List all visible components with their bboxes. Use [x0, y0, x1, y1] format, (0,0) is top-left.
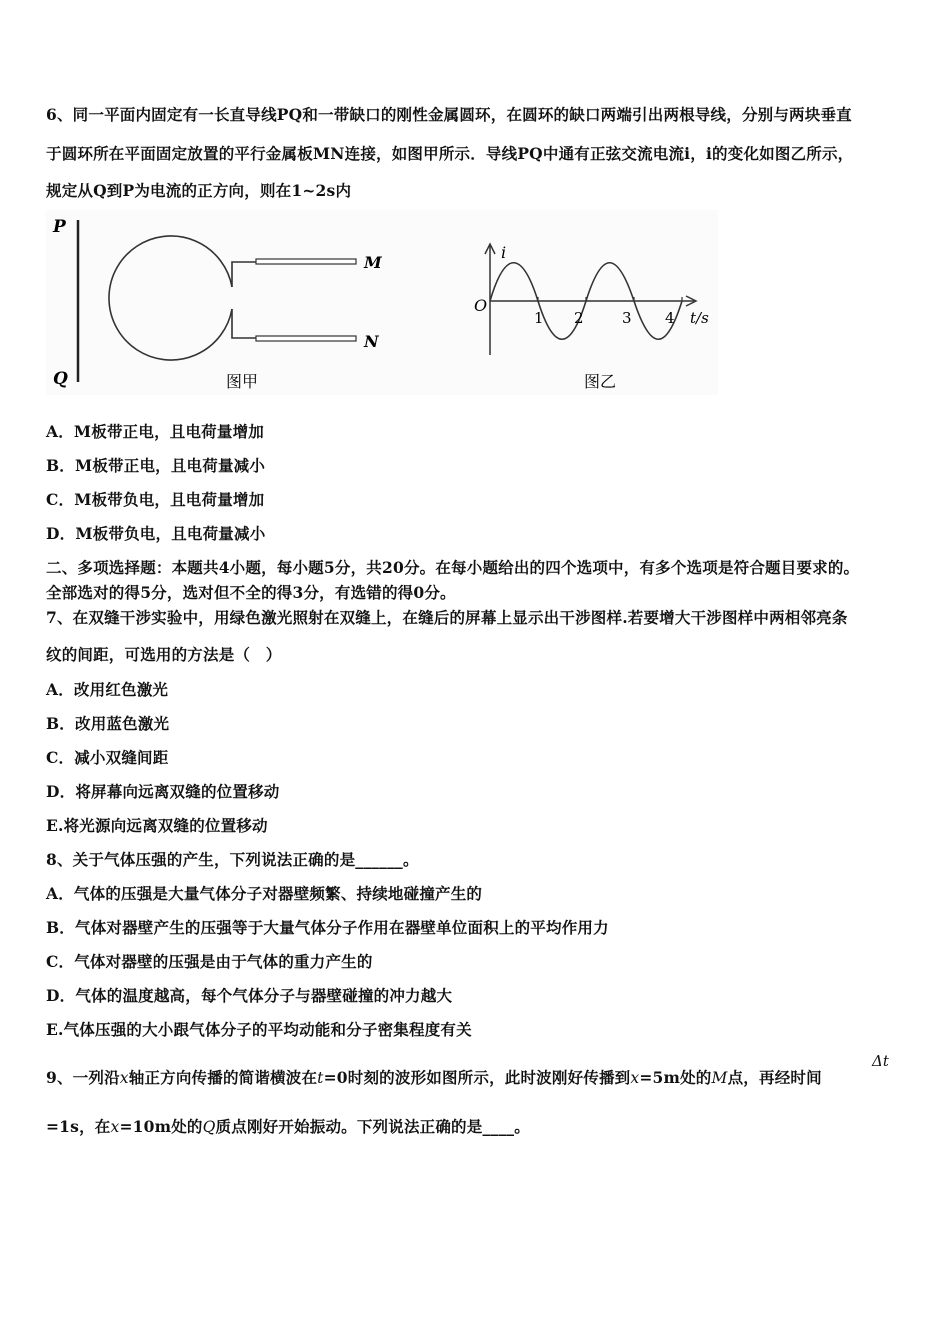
label-n: N	[364, 332, 379, 351]
origin-label: O	[474, 296, 488, 315]
q6-option-b: B．M板带正电，且电荷量减小	[46, 456, 266, 475]
q7-option-a: A．改用红色激光	[46, 680, 169, 699]
q9-var-x: x	[119, 1069, 129, 1087]
q9-var-t: t	[317, 1069, 324, 1087]
q8-option-d: D．气体的温度越高，每个气体分子与器壁碰撞的冲力越大	[46, 986, 453, 1005]
q8-option-a: A．气体的压强是大量气体分子对器壁频繁、持续地碰撞产生的	[46, 884, 483, 903]
tick-label-3: 3	[622, 309, 632, 327]
q9-text-5: 点，再经时间	[727, 1068, 822, 1087]
q6-option-a: A．M板带正电，且电荷量增加	[46, 422, 264, 441]
q6-line-1: 6、同一平面内固定有一长直导线PQ和一带缺口的刚性金属圆环，在圆环的缺口两端引出两根导线，分别与两块垂直	[46, 105, 852, 124]
section-2-scoring: 全部选对的得5分，选对但不全的得3分，有选错的得0分。	[46, 583, 456, 602]
q9-text-7: =10m处的	[119, 1117, 203, 1136]
q9-delta-t: Δt	[872, 1052, 889, 1070]
axis-label-i: i	[501, 243, 507, 262]
tick-label-1: 1	[534, 309, 544, 327]
q9-var-m: M	[711, 1069, 728, 1087]
q9-line-1	[46, 1066, 822, 1088]
q8-option-b: B．气体对器壁产生的压强等于大量气体分子作用在器壁单位面积上的平均作用力	[46, 918, 609, 937]
q9-line-2	[46, 1115, 530, 1137]
q7-option-e: E.将光源向远离双缝的位置移动	[46, 816, 268, 835]
q8-option-c: C．气体对器壁的压强是由于气体的重力产生的	[46, 952, 373, 971]
axis-label-t: t/s	[690, 309, 709, 327]
q9-text-2: 轴正方向传播的简谐横波在	[128, 1068, 318, 1087]
figure-background	[46, 210, 718, 395]
tick-label-2: 2	[574, 309, 584, 327]
label-q: Q	[53, 369, 68, 389]
plate-n	[256, 336, 356, 341]
q6-line-2: 于圆环所在平面固定放置的平行金属板MN连接，如图甲所示．导线PQ中通有正弦交流电流i，i的变化如图乙所示，	[46, 144, 854, 163]
q6-option-c: C．M板带负电，且电荷量增加	[46, 490, 265, 509]
q7-line-1: 7、在双缝干涉实验中，用绿色激光照射在双缝上，在缝后的屏幕上显示出干涉图样.若要增大干涉图样中两相邻亮条	[46, 608, 848, 627]
q9-text-6: =1s，在	[46, 1117, 111, 1136]
q9-text-8: 质点刚好开始振动。下列说法正确的是____。	[215, 1117, 530, 1136]
tick-label-4: 4	[665, 309, 675, 327]
label-m: M	[364, 253, 382, 272]
q6-figure	[46, 210, 718, 395]
q9-var-x3: x	[110, 1118, 120, 1136]
q9-var-q: Q	[202, 1118, 216, 1136]
q6-line-3: 规定从Q到P为电流的正方向，则在1~2s内	[46, 181, 352, 200]
q6-option-d: D．M板带负电，且电荷量减小	[46, 524, 266, 543]
plate-m	[256, 259, 356, 264]
q8-option-e: E.气体压强的大小跟气体分子的平均动能和分子密集程度有关	[46, 1020, 472, 1039]
q7-line-2: 纹的间距，可选用的方法是（ ）	[46, 645, 282, 664]
caption-left: 图甲	[226, 372, 259, 391]
q9-text-3: =0时刻的波形如图所示，此时波刚好传播到	[323, 1068, 631, 1087]
q8-line-1: 8、关于气体压强的产生，下列说法正确的是______。	[46, 850, 419, 869]
section-2-heading: 二、多项选择题：本题共4小题，每小题5分，共20分。在每小题给出的四个选项中，有多个选项是符合题目要求的。	[46, 558, 860, 577]
q9-text-4: =5m处的	[639, 1068, 712, 1087]
q9-text-1: 9、一列沿	[46, 1068, 120, 1087]
caption-right: 图乙	[584, 372, 617, 391]
q9-var-x2: x	[630, 1069, 640, 1087]
q7-option-c: C．减小双缝间距	[46, 748, 169, 767]
q7-option-d: D．将屏幕向远离双缝的位置移动	[46, 782, 280, 801]
label-p: P	[53, 217, 66, 237]
q7-option-b: B．改用蓝色激光	[46, 714, 170, 733]
